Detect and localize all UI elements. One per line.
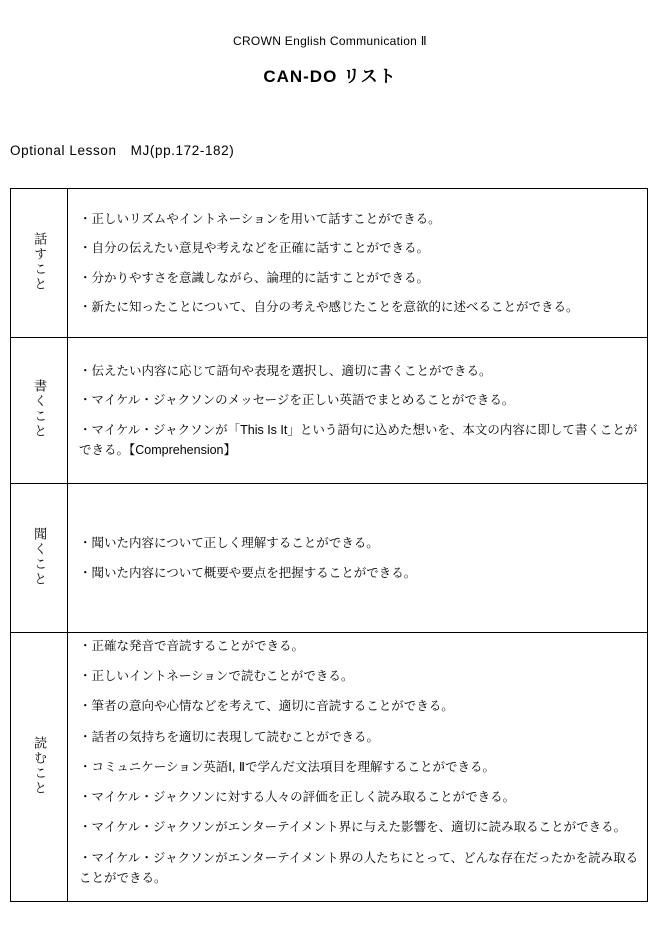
lesson-label: Optional Lesson MJ(pp.172-182) (10, 143, 235, 158)
page-title: CAN-DO リスト (263, 67, 397, 86)
list-item: ・伝えたい内容に応じて語句や表現を選択し、適切に書くことができる。 (79, 364, 492, 378)
list-item: ・マイケル・ジャクソンに対する人々の評価を正しく読み取ることができる。 (79, 790, 516, 805)
list-item: ・新たに知ったことについて、自分の考えや感じたことを意欲的に述べることができる。 (79, 299, 579, 314)
skill-label-speaking (11, 189, 68, 338)
cando-table (10, 188, 648, 902)
skill-label-text: 書くこと (32, 379, 48, 439)
list-item: ・マイケル・ジャクソンがエンターテイメント界の人たちにとって、どんな存在だったかを読み取ることができる。 (79, 850, 639, 885)
skill-label-text: 読むこと (32, 735, 48, 796)
list-item: ・正確な発音で音読することができる。 (79, 638, 305, 653)
list-item: ・聞いた内容について概要や要点を把握することができる。 (79, 565, 417, 580)
skill-label-text: 話すこと (32, 231, 48, 292)
course-title: CROWN English Communication Ⅱ (233, 34, 427, 48)
list-item: ・コミュニケーション英語Ⅰ, Ⅱで学んだ文法項目を理解することができる。 (79, 759, 496, 774)
skill-label-reading (11, 633, 68, 902)
list-item: ・マイケル・ジャクソンのメッセージを正しい英語でまとめることができる。 (79, 393, 515, 408)
list-item: ・筆者の意向や心情などを考えて、適切に音読することができる。 (79, 699, 454, 714)
table-row (11, 189, 648, 338)
table-row (11, 484, 648, 633)
list-item: ・正しいリズムやイントネーションを用いて話すことができる。 (79, 212, 441, 226)
list-item: ・分かりやすさを意識しながら、論理的に話すことができる。 (79, 270, 430, 285)
skill-items-writing (68, 338, 648, 484)
list-item: ・話者の気持ちを適切に表現して読むことができる。 (79, 729, 380, 744)
list-item: ・マイケル・ジャクソンが「This Is It」という語句に込めた想いを、本文の内容に即して書くことができる。【Comprehension】 (79, 422, 638, 457)
skill-label-text: 聞くこと (32, 526, 48, 587)
skill-label-writing (11, 338, 68, 484)
skill-label-listening (11, 484, 68, 633)
list-item: ・マイケル・ジャクソンがエンターテイメント界に与えた影響を、適切に読み取ることができる。 (79, 820, 627, 835)
skill-items-listening (68, 484, 648, 633)
skill-items-speaking (68, 189, 648, 338)
list-item: ・聞いた内容について正しく理解することができる。 (79, 536, 379, 551)
skill-items-reading (68, 633, 648, 902)
document-page (0, 34, 660, 944)
list-item: ・正しいイントネーションで読むことができる。 (79, 669, 354, 684)
list-item: ・自分の伝えたい意見や考えなどを正確に話すことができる。 (79, 241, 430, 256)
table-row (11, 338, 648, 484)
table-row (11, 633, 648, 902)
